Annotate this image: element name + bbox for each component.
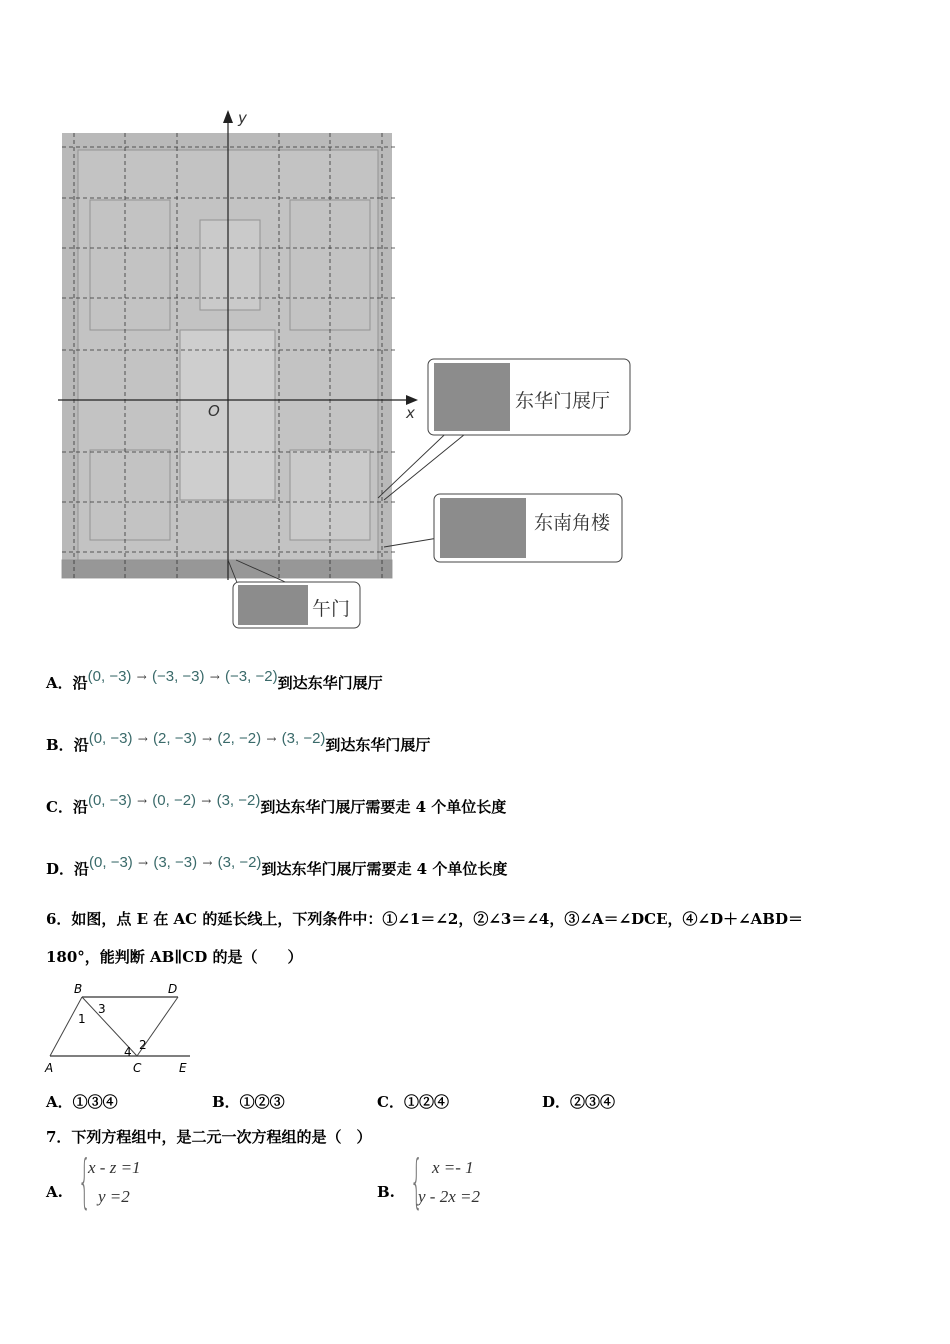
q5-option-d[interactable]: [46, 854, 508, 879]
option-prefix: 沿: [72, 798, 88, 816]
coordinate: (3, −2): [217, 854, 262, 871]
option-prefix: 沿: [74, 860, 90, 878]
arrow-icon: →: [138, 856, 149, 870]
svg-text:3: 3: [98, 1002, 106, 1016]
q6-text-line2: 180°，能判断 AB∥CD 的是（ ）: [46, 948, 303, 966]
q6-option-d[interactable]: D．②③④: [542, 1093, 616, 1111]
arrow-icon: →: [266, 732, 277, 746]
callout-wumen: [233, 582, 360, 628]
svg-text:C: C: [133, 1061, 142, 1075]
arrow-icon: →: [136, 794, 148, 808]
q5-option-b[interactable]: [46, 730, 431, 755]
callout-dongHuaMen: [428, 359, 630, 435]
brace-icon: {: [409, 1147, 423, 1215]
option-prefix: 沿: [72, 674, 88, 692]
arrow-icon: →: [202, 732, 213, 746]
svg-text:午门: 午门: [312, 598, 351, 620]
brace-icon: {: [77, 1147, 91, 1215]
arrow-icon: →: [137, 732, 148, 746]
option-suffix: 到达东华门展厅需要走 4 个单位长度: [261, 860, 508, 878]
coordinate: (3, −3): [153, 854, 198, 871]
origin-label: O: [208, 402, 220, 420]
q7-question: 7．下列方程组中，是二元一次方程组的是（ ）: [46, 1128, 372, 1146]
svg-text:A: A: [45, 1061, 54, 1075]
y-axis-label: y: [238, 109, 247, 127]
option-letter: B．: [46, 736, 74, 754]
coordinate: (0, −3): [87, 668, 132, 685]
coordinate: (0, −3): [89, 854, 133, 871]
svg-text:4: 4: [124, 1045, 132, 1059]
option-prefix: 沿: [73, 736, 89, 754]
option-suffix: 到达东华门展厅: [325, 736, 431, 754]
arrow-icon: →: [202, 856, 213, 870]
building-photo: [434, 363, 510, 431]
exam-page: x y O 东华门展厅 东南角楼 午门 A．沿(0, −3) → (−3, −3) → (−3, −2)到达东华门展厅 B．沿(0, −3) → (2, −3) → (2, −2) → (3, −2)到达东华门展厅 C．沿(0, −3) → (0, −2) → (3, −2)到达东华门展厅需要走 4 个单位长度 D．沿(0, −3) → (3, −3) → (3, −2)到达东华门展厅需要走 4 个单位长度 6．如图，点 E 在 AC 的延长线上，下列条件中：①∠1＝∠2，②∠3＝∠4，③∠A＝∠DCE，④∠D＋∠ABD＝ 180°，能判断 AB∥CD 的是（ ） B D A C E 1 2 3 4 A．①③④ B．①②③ C．①②④ D．②③④ 7．下列方程组中，是二元一次方程组的是（ ） A. { x - z =1 y =2 B. { x =- 1 y - 2x =2: [0, 0, 950, 1344]
q5-option-a[interactable]: [46, 668, 383, 693]
svg-text:2: 2: [139, 1038, 147, 1052]
option-letter: D．: [46, 860, 75, 878]
option-suffix: 到达东华门展厅需要走 4 个单位长度: [260, 798, 507, 816]
option-letter: C．: [46, 798, 73, 816]
arrow-icon: →: [209, 670, 220, 684]
arrow-icon: →: [201, 794, 212, 808]
coordinate: (2, −2): [217, 730, 262, 747]
x-axis-label: x: [406, 404, 415, 422]
svg-text:东华门展厅: 东华门展厅: [515, 390, 611, 412]
svg-text:B: B: [74, 982, 83, 996]
q6-option-c[interactable]: C．①②④: [377, 1093, 449, 1111]
building-photo: [440, 498, 526, 558]
option-suffix: 到达东华门展厅: [277, 674, 383, 692]
svg-text:1: 1: [78, 1012, 86, 1026]
y-axis-arrow-icon: [223, 110, 233, 123]
q6-text-line1: 6．如图，点 E 在 AC 的延长线上，下列条件中：①∠1＝∠2，②∠3＝∠4，③∠A＝∠DCE，④∠D＋∠ABD＝: [46, 910, 803, 928]
q5-option-c[interactable]: [46, 792, 507, 817]
coordinate: (−3, −3): [151, 668, 205, 685]
coordinate: (3, −2): [216, 792, 261, 809]
arrow-icon: →: [136, 670, 147, 684]
q6-option-b[interactable]: B．①②③: [212, 1093, 285, 1111]
svg-text:E: E: [179, 1061, 187, 1075]
q6-figure: [40, 978, 210, 1078]
option-letter: A．: [46, 674, 73, 692]
q6-option-a[interactable]: A．①③④: [46, 1093, 118, 1111]
coordinate: (2, −3): [153, 730, 197, 747]
callout-southeast-tower: [434, 494, 622, 562]
coordinate: (3, −2): [281, 730, 326, 747]
coordinate: (0, −3): [88, 730, 133, 747]
palace-map-figure: [0, 100, 700, 640]
svg-text:东南角楼: 东南角楼: [534, 512, 611, 534]
building-photo: [238, 585, 308, 625]
coordinate: (−3, −2): [225, 668, 278, 685]
coordinate: (0, −3): [87, 792, 132, 809]
svg-text:D: D: [168, 982, 178, 996]
coordinate: (0, −2): [152, 792, 197, 809]
